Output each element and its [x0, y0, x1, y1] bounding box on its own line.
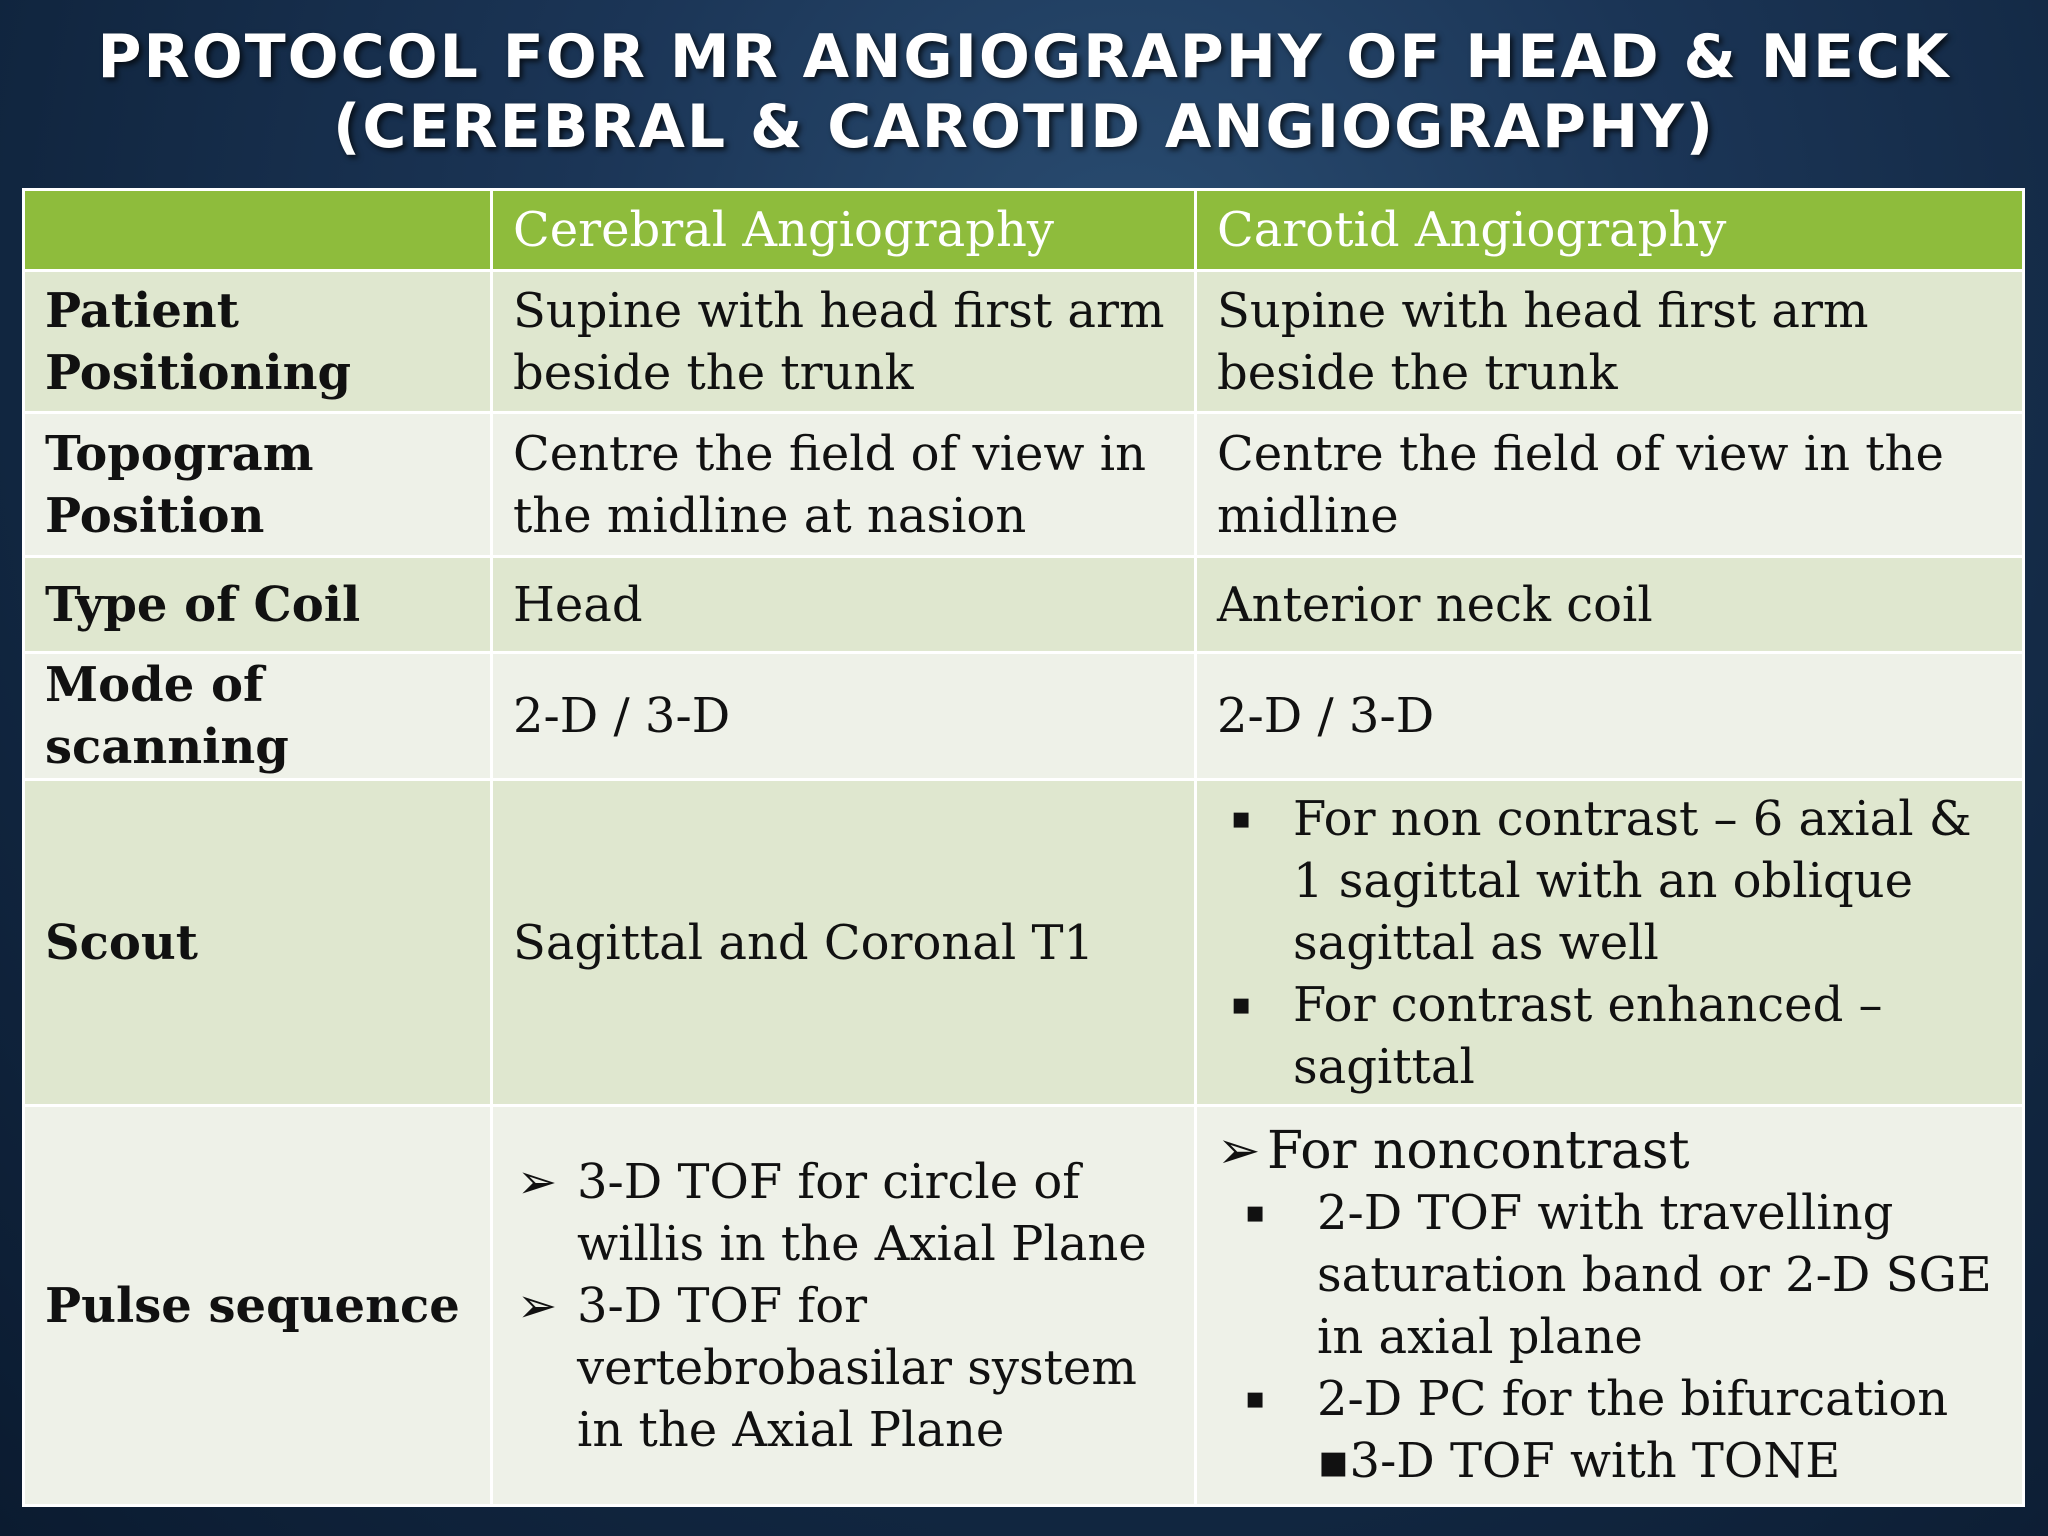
square-bullet-icon: ▪ [1231, 986, 1252, 1022]
tone-line-text: 3-D TOF with TONE [1349, 1432, 1841, 1489]
table-row-mode-of-scanning [24, 653, 2024, 780]
bullet-line: in axial plane [1317, 1308, 1643, 1365]
scout-bullet-list [1217, 788, 2002, 1098]
list-item [1217, 974, 2002, 1098]
list-item [1217, 1182, 2002, 1368]
list-item [513, 1151, 1174, 1275]
bullet-line: willis in the Axial Plane [577, 1215, 1147, 1272]
header-carotid: Carotid Angiography [1196, 190, 2024, 271]
slide-title-line-2: (CEREBRAL & CAROTID ANGIOGRAPHY) [332, 92, 1716, 162]
row-label-line: Position [45, 487, 265, 544]
cell-line: beside the trunk [513, 344, 914, 401]
noncontrast-header-text: For noncontrast [1267, 1120, 1690, 1181]
slide-title-line-1: PROTOCOL FOR MR ANGIOGRAPHY OF HEAD & NECK [97, 22, 1951, 92]
bullet-line: in the Axial Plane [577, 1401, 1005, 1458]
table-row-type-of-coil [24, 557, 2024, 653]
row-label-topogram-position [24, 413, 492, 557]
table-header-row [24, 190, 2024, 271]
table-row-topogram-position [24, 413, 2024, 557]
cell-carotid-patient-positioning [1196, 271, 2024, 413]
tone-line [1217, 1430, 2002, 1492]
header-empty-cell [24, 190, 492, 271]
cell-carotid-type-of-coil: Anterior neck coil [1196, 557, 2024, 653]
cell-line: Supine with head first arm [513, 282, 1165, 339]
noncontrast-header [1217, 1120, 2002, 1182]
list-item [1217, 1368, 2002, 1430]
bullet-line: For non contrast – 6 axial & [1293, 790, 1972, 847]
cell-carotid-scout [1196, 780, 2024, 1106]
protocol-table [22, 188, 2025, 1507]
square-bullet-icon: ▪ [1245, 1194, 1266, 1230]
square-bullet-icon: ▪ [1245, 1380, 1266, 1416]
cell-cerebral-topogram-position [492, 413, 1196, 557]
cell-line: the midline at nasion [513, 487, 1027, 544]
pulse-carotid-list [1217, 1182, 2002, 1430]
cell-cerebral-mode-of-scanning: 2-D / 3-D [492, 653, 1196, 780]
bullet-line: 2-D PC for the bifurcation [1317, 1370, 1949, 1427]
row-label-patient-positioning [24, 271, 492, 413]
cell-cerebral-patient-positioning [492, 271, 1196, 413]
cell-line: Centre the field of view in the [1217, 425, 1944, 482]
bullet-line: 2-D TOF with travelling [1317, 1184, 1894, 1241]
cell-cerebral-pulse-sequence [492, 1106, 1196, 1506]
cell-line: Centre the field of view in [513, 425, 1146, 482]
row-label-pulse-sequence: Pulse sequence [24, 1106, 492, 1506]
square-bullet-icon: ▪ [1317, 1432, 1350, 1489]
cell-cerebral-type-of-coil: Head [492, 557, 1196, 653]
table-row-pulse-sequence [24, 1106, 2024, 1506]
cell-line: midline [1217, 487, 1399, 544]
pulse-cerebral-list [513, 1151, 1174, 1461]
cell-line: Supine with head first arm [1217, 282, 1869, 339]
bullet-line: 3-D TOF for [577, 1277, 868, 1334]
row-label-type-of-coil: Type of Coil [24, 557, 492, 653]
bullet-line: vertebrobasilar system [577, 1339, 1137, 1396]
bullet-line: saturation band or 2-D SGE [1317, 1246, 1992, 1303]
table-row-patient-positioning [24, 271, 2024, 413]
square-bullet-icon: ▪ [1231, 800, 1252, 836]
table-row-scout [24, 780, 2024, 1106]
bullet-line: sagittal [1293, 1038, 1475, 1095]
row-label-line: Positioning [45, 344, 352, 401]
cell-cerebral-scout: Sagittal and Coronal T1 [492, 780, 1196, 1106]
row-label-line: Patient [45, 282, 239, 339]
cell-carotid-mode-of-scanning: 2-D / 3-D [1196, 653, 2024, 780]
cell-line: beside the trunk [1217, 344, 1618, 401]
bullet-line: sagittal as well [1293, 914, 1659, 971]
list-item [1217, 788, 2002, 974]
header-cerebral: Cerebral Angiography [492, 190, 1196, 271]
row-label-mode-of-scanning: Mode of scanning [24, 653, 492, 780]
row-label-line: Topogram [45, 425, 314, 482]
arrow-bullet-icon: ➢ [517, 1277, 558, 1334]
bullet-line: 3-D TOF for circle of [577, 1153, 1081, 1210]
cell-carotid-pulse-sequence [1196, 1106, 2024, 1506]
bullet-line: 1 sagittal with an oblique [1293, 852, 1913, 909]
row-label-scout: Scout [24, 780, 492, 1106]
arrow-bullet-icon: ➢ [1217, 1120, 1261, 1181]
bullet-line: For contrast enhanced – [1293, 976, 1883, 1033]
list-item [513, 1275, 1174, 1461]
slide-title [0, 22, 2048, 162]
arrow-bullet-icon: ➢ [517, 1153, 558, 1210]
cell-carotid-topogram-position [1196, 413, 2024, 557]
